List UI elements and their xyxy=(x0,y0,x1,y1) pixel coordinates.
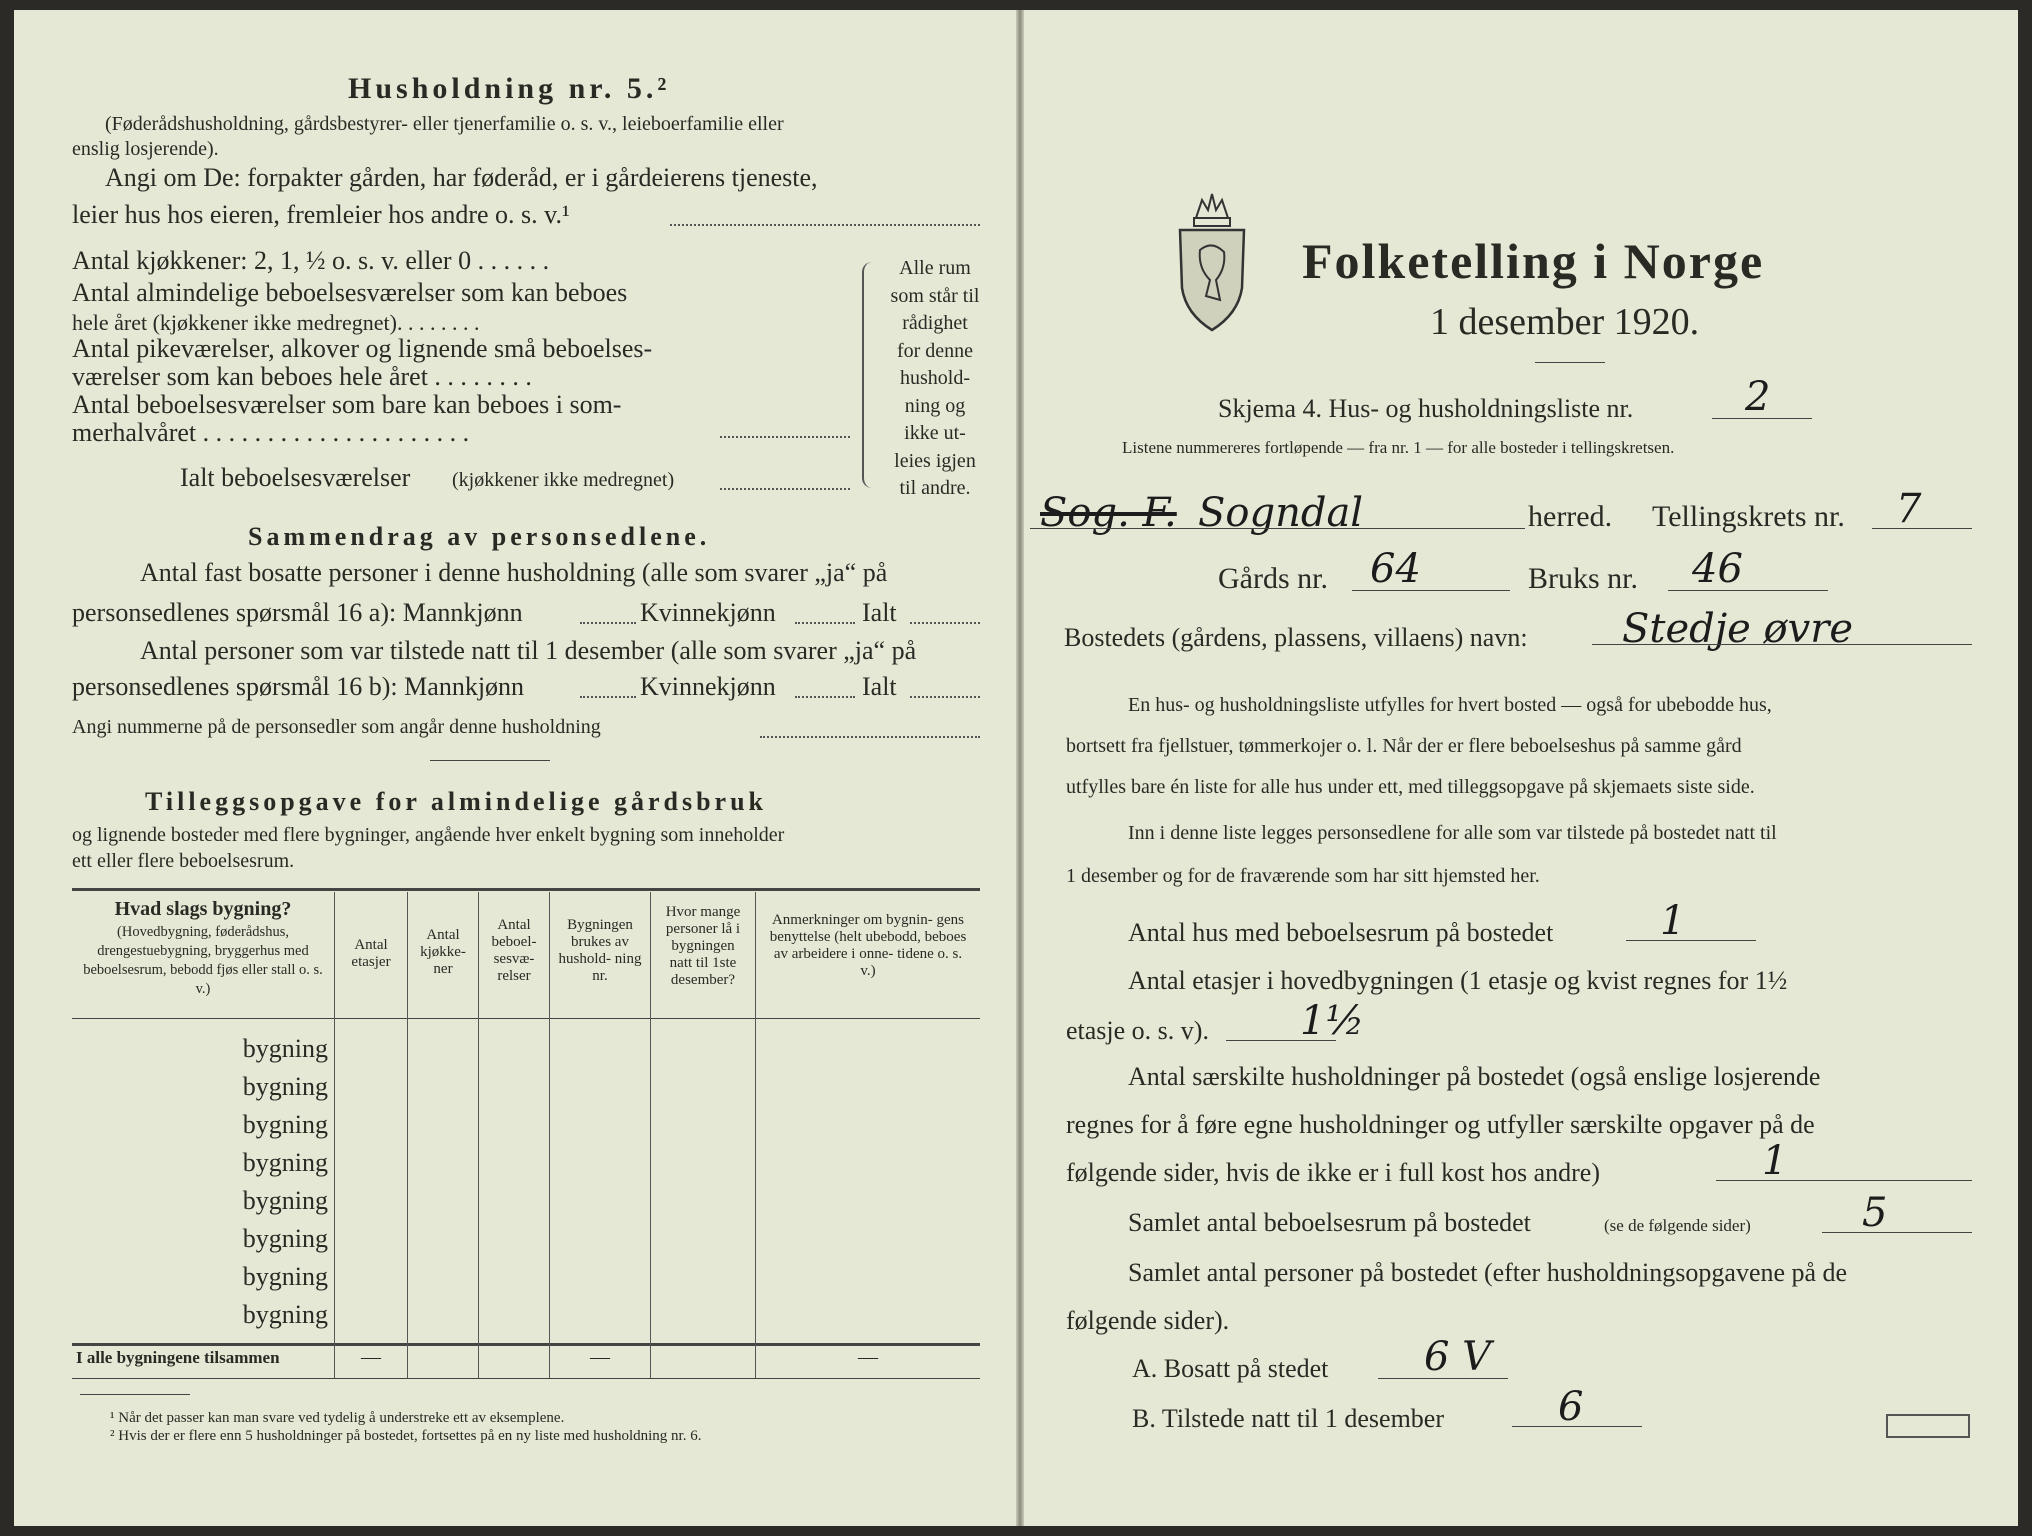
numbering-note: Listene nummereres fortløpende — fra nr. 1 — for alle bosteder i tellingskretsen. xyxy=(1122,438,1675,457)
header-household-nr: Bygningen brukes av hushold- ning nr. xyxy=(550,892,651,1018)
gards-value: 64 xyxy=(1370,546,1421,592)
summary-line-1: Antal fast bosatte personer i denne husholdning (alle som svarer „ja“ på xyxy=(140,558,888,587)
title-rule xyxy=(1535,362,1605,363)
row-building-5: bygning xyxy=(242,1186,328,1215)
bruks-value: 46 xyxy=(1692,546,1743,592)
q-etasjer-line xyxy=(1226,1040,1336,1041)
header-rooms: Antal beboel- sesvæ- relser xyxy=(479,892,550,1018)
row-building-7: bygning xyxy=(242,1262,328,1291)
m2-line xyxy=(580,696,636,698)
angi-answer-line xyxy=(670,224,980,226)
header-building-type: Hvad slags bygning? (Hovedbygning, føderådshus, drengestuebygning, bryggerhus med beboelsesrum, bebodd fjøs eller stall o. s. v.) xyxy=(83,898,323,997)
instruction-5: 1 desember og for de fraværende som har sitt hjemsted her. xyxy=(1066,865,1540,887)
coat-of-arms-icon xyxy=(1172,188,1252,338)
tillegg-title: Tilleggsopgave for almindelige gårdsbruk xyxy=(145,787,768,816)
k1-line xyxy=(795,622,855,624)
intro-line-1: (Føderådshusholdning, gårdsbestyrer- eller tjenerfamilie o. s. v., leieboerfamilie eller xyxy=(105,113,784,135)
a-value: 6 V xyxy=(1424,1334,1492,1380)
page-fold xyxy=(1016,10,1024,1526)
kvinne-label-2: Kvinnekjønn xyxy=(640,672,776,701)
summary-line-2: personsedlenes spørsmål 16 a): Mannkjønn xyxy=(72,598,523,627)
q-hus: Antal hus med beboelsesrum på bostedet xyxy=(1128,918,1554,947)
a-label: A. Bosatt på stedet xyxy=(1132,1354,1329,1383)
q-hush-value: 1 xyxy=(1762,1138,1788,1184)
gards-line xyxy=(1352,590,1510,591)
header-floors: Antal etasjer xyxy=(335,892,408,1018)
q-pers-1: Samlet antal personer på bostedet (efter husholdningsopgavene på de xyxy=(1128,1258,1848,1287)
i2-line xyxy=(910,696,980,698)
tellingskrets-line xyxy=(1872,528,1972,529)
rooms-summer-1: Antal beboelsesværelser som bare kan beboes i som- xyxy=(72,390,622,419)
angi-nummerne: Angi nummerne på de personsedler som angår denne husholdning xyxy=(72,716,601,738)
header-persons: Hvor mange personer lå i bygningen natt til 1ste desember? xyxy=(651,892,756,1018)
q-etasjer-value: 1½ xyxy=(1300,998,1365,1044)
ialt-rooms-note: (kjøkkener ikke medregnet) xyxy=(452,469,675,491)
bosted-value: Stedje øvre xyxy=(1622,606,1854,652)
herred-struck: Sog. F. xyxy=(1040,490,1177,536)
q-etasjer-1: Antal etasjer i hovedbygningen (1 etasje og kvist regnes for 1½ xyxy=(1128,966,1788,995)
rooms-ordinary-1: Antal almindelige beboelsesværelser som kan beboes xyxy=(72,278,628,307)
building-table xyxy=(72,892,980,1378)
total-label: I alle bygningene tilsammen xyxy=(76,1348,280,1367)
i1-line xyxy=(910,622,980,624)
summary-line-4: personsedlenes spørsmål 16 b): Mannkjønn xyxy=(72,672,525,701)
instruction-3: utfylles bare én liste for alle hus under ett, med tilleggsopgave på skjemaets siste side. xyxy=(1066,776,1755,798)
b-value: 6 xyxy=(1558,1384,1584,1430)
main-title: Folketelling i Norge xyxy=(1302,233,1765,289)
skjema-label: Skjema 4. Hus- og husholdningsliste nr. xyxy=(1218,394,1634,423)
q-rum: Samlet antal beboelsesrum på bostedet xyxy=(1128,1208,1531,1237)
instruction-1: En hus- og husholdningsliste utfylles for hvert bosted — også for ubebodde hus, xyxy=(1128,694,1772,716)
rooms-brace xyxy=(862,262,874,488)
tillegg-text-2: ett eller flere beboelsesrum. xyxy=(72,850,295,872)
herred-label: herred. xyxy=(1528,500,1613,533)
row-building-2: bygning xyxy=(242,1072,328,1101)
m1-line xyxy=(580,622,636,624)
angi-line-1: Angi om De: forpakter gården, har føderåd, er i gårdeierens tjeneste, xyxy=(105,163,818,192)
k2-line xyxy=(795,696,855,698)
rooms-kitchens: Antal kjøkkener: 2, 1, ½ o. s. v. eller 0 . . . . . . xyxy=(72,246,550,275)
row-building-3: bygning xyxy=(242,1110,328,1139)
summary-title: Sammendrag av personsedlene. xyxy=(248,522,711,551)
total-remarks: — xyxy=(756,1340,981,1378)
angi-nummerne-line xyxy=(760,736,980,738)
row-building-4: bygning xyxy=(242,1148,328,1177)
tellingskrets-value: 7 xyxy=(1896,486,1922,532)
q-rum-value: 5 xyxy=(1862,1190,1888,1236)
q-hus-value: 1 xyxy=(1660,898,1686,944)
q-hush-2: regnes for å føre egne husholdninger og utfyller særskilte opgaver på de xyxy=(1066,1110,1815,1139)
b-label: B. Tilstede natt til 1 desember xyxy=(1132,1404,1444,1433)
a-line xyxy=(1378,1378,1508,1379)
skjema-nr-line xyxy=(1712,418,1812,419)
footnote-2: ² Hvis der er flere enn 5 husholdninger på bostedet, fortsettes på en ny liste med husholdning nr. 6. xyxy=(110,1428,702,1444)
rooms-summer-2: merhalvåret . . . . . . . . . . . . . . . . . . . . . xyxy=(72,418,470,447)
table-end-rule xyxy=(72,1378,980,1379)
gards-label: Gårds nr. xyxy=(1218,562,1328,595)
ialt-rooms-line xyxy=(720,488,850,490)
footnote-rule xyxy=(80,1394,190,1395)
instruction-2: bortsett fra fjellstuer, tømmerkojer o. l. Når der er flere beboelseshus på samme gård xyxy=(1066,735,1742,757)
rooms-summer-line xyxy=(720,436,850,438)
tillegg-text-1: og lignende bosteder med flere bygninger, angående hver enkelt bygning som inneholder xyxy=(72,824,785,846)
instruction-4: Inn i denne liste legges personsedlene for alle som var tilstede på bostedet natt til xyxy=(1128,822,1777,844)
herred-line xyxy=(1030,528,1525,529)
ialt-label-2: Ialt xyxy=(862,672,897,701)
ialt-rooms-label: Ialt beboelsesværelser xyxy=(180,463,411,492)
summary-line-3: Antal personer som var tilstede natt til 1 desember (alle som svarer „ja“ på xyxy=(140,636,917,665)
tellingskrets-label: Tellingskrets nr. xyxy=(1652,500,1845,533)
row-building-6: bygning xyxy=(242,1224,328,1253)
q-rum-note: (se de følgende sider) xyxy=(1604,1216,1751,1235)
q-hush-line xyxy=(1716,1180,1972,1181)
rooms-ordinary-2: hele året (kjøkkener ikke medregnet). . . . . . . . xyxy=(72,310,480,335)
bruks-line xyxy=(1668,590,1828,591)
angi-line-2: leier hus hos eieren, fremleier hos andre o. s. v.¹ xyxy=(72,200,570,229)
printer-stamp-icon xyxy=(1886,1414,1970,1438)
building-rows xyxy=(72,1018,335,1340)
footnote-1: ¹ Når det passer kan man svare ved tydelig å understreke ett av eksemplene. xyxy=(110,1410,565,1426)
bosted-line xyxy=(1592,644,1972,645)
intro-line-2: enslig losjerende). xyxy=(72,138,219,160)
ialt-label-1: Ialt xyxy=(862,598,897,627)
skjema-nr: 2 xyxy=(1745,374,1771,420)
row-building-8: bygning xyxy=(242,1300,328,1329)
header-kitchens: Antal kjøkke- ner xyxy=(408,892,479,1018)
q-hus-line xyxy=(1626,940,1756,941)
total-floors: — xyxy=(335,1340,408,1378)
q-hush-3: følgende sider, hvis de ikke er i full kost hos andre) xyxy=(1066,1158,1600,1187)
header-remarks: Anmerkninger om bygnin- gens benyttelse (helt ubebodd, beboes av arbeidere i onne- tidene o. s. v.) xyxy=(756,892,981,1018)
kvinne-label-1: Kvinnekjønn xyxy=(640,598,776,627)
total-household: — xyxy=(550,1340,651,1378)
table-top-rule xyxy=(72,888,980,891)
section-divider xyxy=(430,760,550,761)
bosted-label: Bostedets (gårdens, plassens, villaens) navn: xyxy=(1064,623,1528,652)
bruks-label: Bruks nr. xyxy=(1528,562,1639,595)
census-date: 1 desember 1920. xyxy=(1430,301,1700,343)
q-pers-2: følgende sider). xyxy=(1066,1306,1230,1335)
row-building-1: bygning xyxy=(242,1034,328,1063)
q-rum-line xyxy=(1822,1232,1972,1233)
q-hush-1: Antal særskilte husholdninger på bostedet (også enslige losjerende xyxy=(1128,1062,1821,1091)
q-etasjer-2: etasje o. s. v). xyxy=(1066,1016,1209,1045)
household-title: Husholdning nr. 5.² xyxy=(348,72,671,105)
b-line xyxy=(1512,1426,1642,1427)
side-note: Alle rum som står til rådighet for denne hushold- ning og ikke ut- leies igjen til andre. xyxy=(890,257,980,499)
rooms-maid-2: værelser som kan beboes hele året . . . . . . . . xyxy=(72,362,532,391)
rooms-maid-1: Antal pikeværelser, alkover og lignende små beboelses- xyxy=(72,334,653,363)
herred-value: Sogndal xyxy=(1198,490,1364,536)
